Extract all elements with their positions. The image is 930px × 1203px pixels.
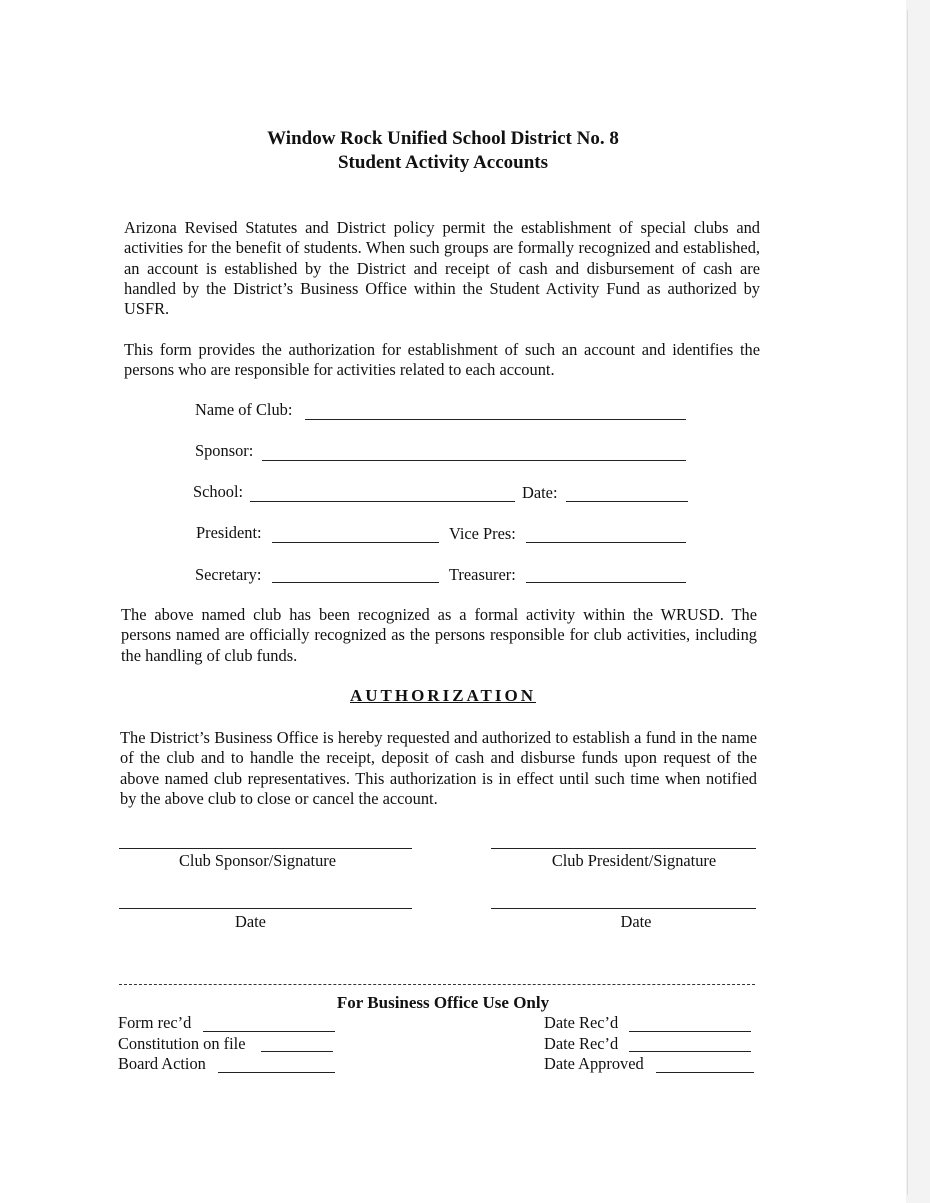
date-recd-field-2[interactable]: [629, 1051, 751, 1052]
form-title: Student Activity Accounts: [337, 152, 549, 173]
constitution-label: Constitution on file: [118, 1034, 246, 1053]
date-label: Date:: [522, 483, 558, 502]
sponsor-field[interactable]: [262, 460, 686, 461]
form-recd-field[interactable]: [203, 1031, 335, 1032]
sponsor-signature-line[interactable]: [119, 848, 412, 849]
secretary-label: Secretary:: [195, 565, 262, 584]
board-action-label: Board Action: [118, 1054, 206, 1073]
sponsor-label: Sponsor:: [195, 441, 254, 460]
purpose-paragraph: This form provides the authorization for establishment of such an account and identifies the persons who are responsible for activities related to each account.: [124, 340, 760, 380]
treasurer-label: Treasurer:: [449, 565, 516, 584]
date-recd-label-1: Date Rec’d: [544, 1013, 619, 1032]
sponsor-signature-label: Club Sponsor/Signature: [178, 851, 337, 870]
page-edge: [906, 0, 930, 1203]
president-signature-label: Club President/Signature: [551, 851, 717, 870]
page-edge-line: [907, 10, 908, 1195]
constitution-field[interactable]: [261, 1051, 333, 1052]
board-action-field[interactable]: [218, 1072, 335, 1073]
date-field[interactable]: [566, 501, 688, 502]
date-approved-field[interactable]: [656, 1072, 754, 1073]
sponsor-date-line[interactable]: [119, 908, 412, 909]
date-recd-label-2: Date Rec’d: [544, 1034, 619, 1053]
date-approved-label: Date Approved: [544, 1054, 644, 1073]
name-of-club-label: Name of Club:: [195, 400, 293, 419]
president-signature-line[interactable]: [491, 848, 756, 849]
recognition-paragraph: The above named club has been recognized as a formal activity within the WRUSD. The persons named are officially recognized as the persons responsible for club activities, including the handling of club funds.: [121, 605, 757, 665]
form-recd-label: Form rec’d: [118, 1013, 192, 1032]
sponsor-date-label: Date: [235, 912, 266, 931]
office-use-heading: For Business Office Use Only: [336, 993, 550, 1012]
date-recd-field-1[interactable]: [629, 1031, 751, 1032]
president-date-label: Date: [620, 912, 652, 931]
vice-pres-label: Vice Pres:: [449, 524, 516, 543]
president-date-line[interactable]: [491, 908, 756, 909]
cut-divider: [119, 984, 755, 985]
vice-pres-field[interactable]: [526, 542, 686, 543]
president-label: President:: [196, 523, 262, 542]
intro-paragraph: Arizona Revised Statutes and District policy permit the establishment of special clubs and activities for the benefit of students. When such groups are formally recognized and established, an account is established by the District and receipt of cash and disbursement of cash are handled by the District’s Business Office within the Student Activity Fund as authorized by USFR.: [124, 218, 760, 319]
school-label: School:: [193, 482, 244, 501]
secretary-field[interactable]: [272, 582, 439, 583]
authorization-paragraph: The District’s Business Office is hereby requested and authorized to establish a fund in the name of the club and to handle the receipt, deposit of cash and disburse funds upon request of the above named club representatives. This authorization is in effect until such time when notified by the above club to close or cancel the account.: [120, 728, 757, 808]
name-of-club-field[interactable]: [305, 419, 686, 420]
president-field[interactable]: [272, 542, 439, 543]
treasurer-field[interactable]: [526, 582, 686, 583]
school-field[interactable]: [250, 501, 515, 502]
authorization-heading: AUTHORIZATION: [349, 686, 537, 705]
district-title: Window Rock Unified School District No. 8: [267, 128, 619, 149]
